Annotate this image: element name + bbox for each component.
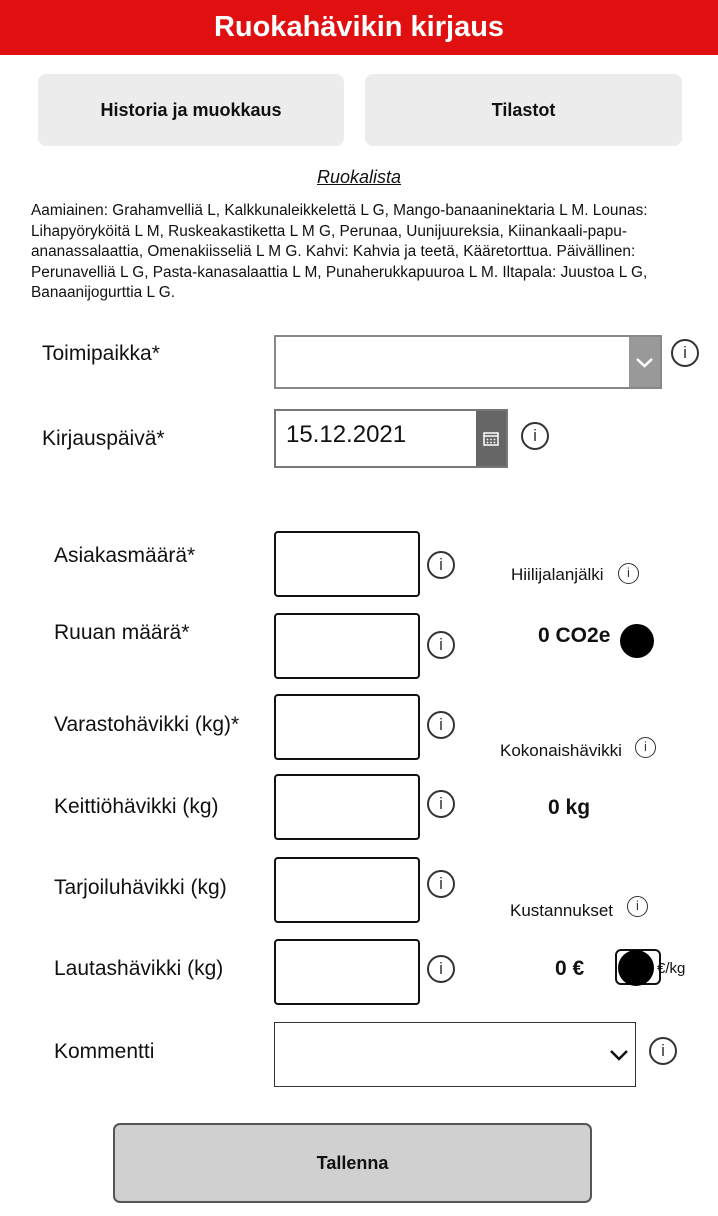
date-info-icon[interactable]: i bbox=[521, 422, 549, 450]
food-amount-label: Ruuan määrä* bbox=[54, 621, 190, 644]
chevron-down-icon[interactable] bbox=[606, 1044, 632, 1066]
comment-select[interactable] bbox=[274, 1022, 636, 1087]
menu-text: Aamiainen: Grahamvelliä L, Kalkkunaleikkelettä L G, Mango-banaaninektaria L M. Lounas: Lihapyöryköitä L M, Ruskeakastiketta L M G, Perunaa, Uunijuureksia, Kiinankaali-papu-ananassalaattia, Omenakiisseliä L M G. Kahvi: Kahvia ja teetä, Kääretorttua. Päivällinen: Perunavelliä L G, Pasta-kanasalaattia L M, Punaherukkapuuroa L M. Iltapala: Juustoa L G, Banaanijogurttia L G. bbox=[31, 202, 648, 301]
date-value: 15.12.2021 bbox=[286, 421, 407, 448]
menu-heading: Ruokalista bbox=[316, 167, 402, 187]
history-button[interactable]: Historia ja muokkaus bbox=[38, 74, 344, 146]
calendar-icon[interactable] bbox=[476, 411, 506, 466]
stats-button[interactable]: Tilastot bbox=[365, 74, 682, 146]
save-button[interactable]: Tallenna bbox=[113, 1123, 592, 1203]
cost-value: 0 € bbox=[555, 957, 585, 980]
location-info-icon[interactable]: i bbox=[671, 339, 699, 367]
storage-waste-info-icon[interactable]: i bbox=[427, 711, 455, 739]
comment-label: Kommentti bbox=[54, 1040, 155, 1063]
cost-unit-label: €/kg bbox=[657, 960, 686, 977]
kitchen-waste-label: Keittiöhävikki (kg) bbox=[54, 795, 219, 818]
location-label: Toimipaikka* bbox=[42, 342, 160, 365]
plate-waste-label: Lautashävikki (kg) bbox=[54, 957, 224, 980]
total-waste-label: Kokonaishävikki bbox=[500, 741, 622, 760]
cost-info-icon[interactable]: i bbox=[627, 896, 648, 917]
food-amount-input[interactable] bbox=[274, 613, 420, 679]
customers-input[interactable] bbox=[274, 531, 420, 597]
location-select[interactable] bbox=[274, 335, 662, 389]
chevron-down-icon[interactable] bbox=[629, 337, 660, 387]
cost-indicator-icon bbox=[618, 950, 654, 986]
carbon-value: 0 CO2e bbox=[538, 624, 611, 647]
storage-waste-label: Varastohävikki (kg)* bbox=[54, 713, 240, 736]
total-waste-info-icon[interactable]: i bbox=[635, 737, 656, 758]
plate-waste-info-icon[interactable]: i bbox=[427, 955, 455, 983]
page-title: Ruokahävikin kirjaus bbox=[213, 11, 505, 43]
food-amount-info-icon[interactable]: i bbox=[427, 631, 455, 659]
cost-label: Kustannukset bbox=[510, 901, 614, 920]
serving-waste-info-icon[interactable]: i bbox=[427, 870, 455, 898]
customers-label: Asiakasmäärä* bbox=[54, 544, 196, 567]
comment-info-icon[interactable]: i bbox=[649, 1037, 677, 1065]
plate-waste-input[interactable] bbox=[274, 939, 420, 1005]
customers-info-icon[interactable]: i bbox=[427, 551, 455, 579]
serving-waste-input[interactable] bbox=[274, 857, 420, 923]
carbon-info-icon[interactable]: i bbox=[618, 563, 639, 584]
date-label: Kirjauspäivä* bbox=[42, 427, 165, 450]
kitchen-waste-input[interactable] bbox=[274, 774, 420, 840]
carbon-indicator-icon bbox=[620, 624, 654, 658]
kitchen-waste-info-icon[interactable]: i bbox=[427, 790, 455, 818]
serving-waste-label: Tarjoiluhävikki (kg) bbox=[54, 876, 227, 899]
storage-waste-input[interactable] bbox=[274, 694, 420, 760]
total-waste-value: 0 kg bbox=[548, 796, 591, 819]
carbon-label: Hiilijalanjälki bbox=[511, 565, 604, 584]
